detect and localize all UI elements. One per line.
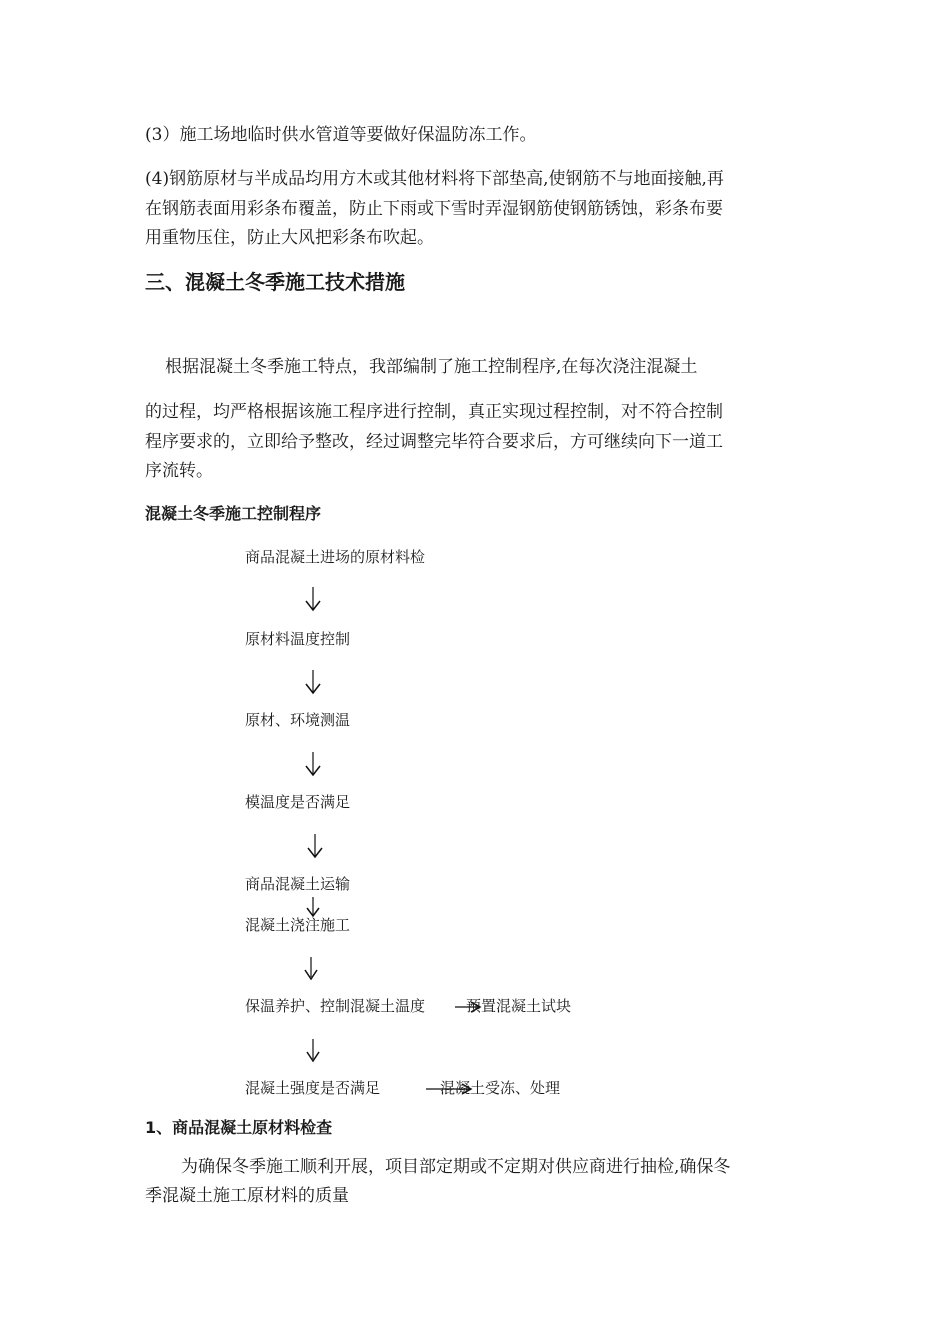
flow-step: 原材料温度控制: [245, 630, 351, 648]
down-arrow-icon: [304, 750, 322, 778]
flow-step: 模温度是否满足: [245, 793, 351, 811]
flow-step: 混凝土浇注施工: [245, 916, 351, 934]
paragraph-line: 序流转。: [145, 461, 213, 481]
flow-branch-label: 预置混凝土试块: [466, 997, 572, 1015]
paragraph-line: 为确保冬季施工顺利开展，项目部定期或不定期对供应商进行抽检,确保冬: [181, 1157, 731, 1177]
subsection-heading: 1、商品混凝土原材料检查: [145, 1118, 333, 1137]
paragraph-line: 根据混凝土冬季施工特点，我部编制了施工控制程序,在每次浇注混凝土: [165, 357, 698, 377]
down-arrow-icon: [304, 668, 322, 696]
paragraph-line: 季混凝土施工原材料的质量: [145, 1186, 349, 1206]
flow-step: 保温养护、控制混凝土温度: [245, 997, 426, 1015]
flow-step: 商品混凝土进场的原材料检: [245, 548, 426, 566]
flow-title: 混凝土冬季施工控制程序: [145, 504, 322, 523]
down-arrow-icon: [302, 955, 320, 983]
paragraph-item-3: (3）施工场地临时供水管道等要做好保温防冻工作。: [145, 125, 537, 145]
flow-branch-label: 混凝土受冻、处理: [440, 1079, 561, 1097]
flow-step: 原材、环境测温: [245, 711, 351, 729]
down-arrow-icon: [304, 585, 322, 613]
down-arrow-icon: [304, 1037, 322, 1065]
flow-step: 商品混凝土运输: [245, 875, 351, 893]
paragraph-line: 在钢筋表面用彩条布覆盖，防止下雨或下雪时弄湿钢筋使钢筋锈蚀，彩条布要: [145, 199, 723, 219]
paragraph-line: 的过程，均严格根据该施工程序进行控制，真正实现过程控制，对不符合控制: [145, 402, 723, 422]
paragraph-line: 程序要求的，立即给予整改，经过调整完毕符合要求后，方可继续向下一道工: [145, 432, 723, 452]
paragraph-line: 用重物压住，防止大风把彩条布吹起。: [145, 228, 434, 248]
down-arrow-icon: [306, 832, 324, 860]
section-heading: 三、混凝土冬季施工技术措施: [145, 270, 405, 294]
flow-step: 混凝土强度是否满足: [245, 1079, 381, 1097]
paragraph-line: (4)钢筋原材与半成品均用方木或其他材料将下部垫高,使钢筋不与地面接触,再: [145, 169, 724, 189]
